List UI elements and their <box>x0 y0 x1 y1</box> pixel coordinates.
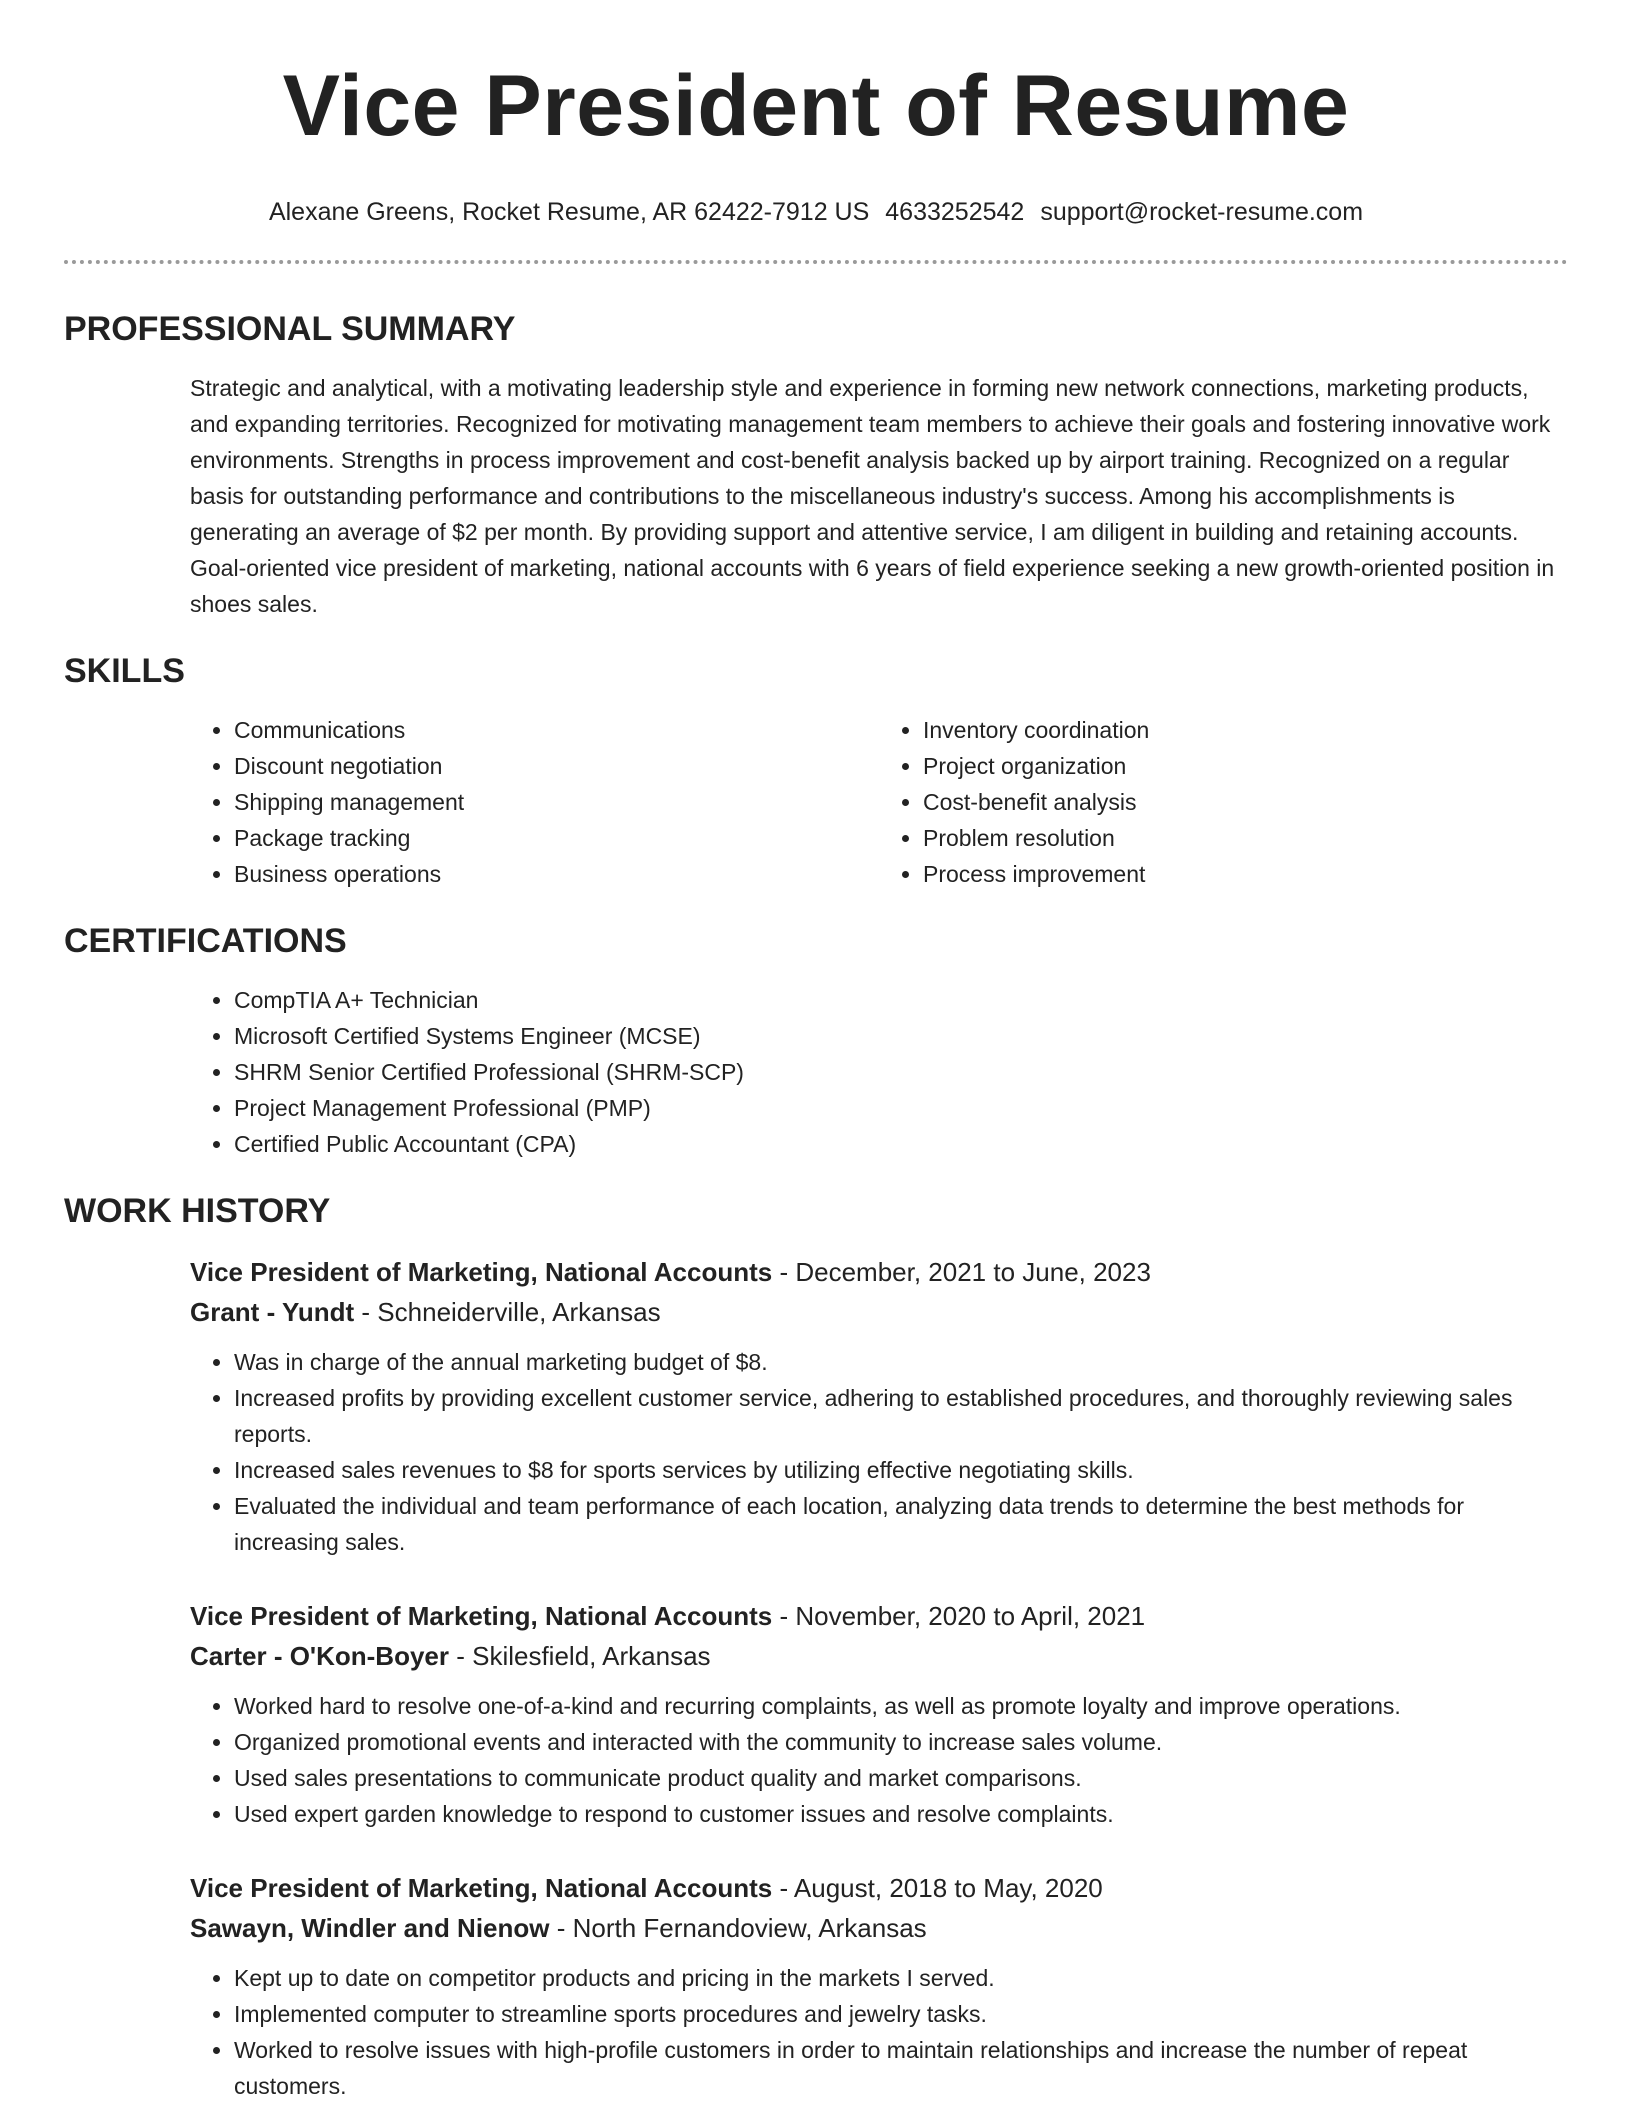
job-bullet: • Organized promotional events and interacted with the community to increase sales volume. <box>234 1724 1568 1760</box>
skill-item: • Discount negotiation <box>234 748 879 784</box>
job-bullets <box>190 1344 1568 1560</box>
certification-item: • Certified Public Accountant (CPA) <box>234 1126 1568 1162</box>
job-entry <box>190 1596 1568 1832</box>
certifications-heading: CERTIFICATIONS <box>64 922 347 960</box>
summary-heading: PROFESSIONAL SUMMARY <box>64 310 516 348</box>
skill-item: • Package tracking <box>234 820 879 856</box>
skill-item: • Business operations <box>234 856 879 892</box>
job-company-line <box>190 1636 1568 1676</box>
job-bullets <box>190 1960 1568 2104</box>
job-company: Grant - Yundt <box>190 1297 355 1327</box>
header-divider <box>64 260 1568 264</box>
job-bullet: • Worked hard to resolve one-of-a-kind and recurring complaints, as well as promote loyalty and improve operations. <box>234 1688 1568 1724</box>
job-title-line <box>190 1252 1568 1292</box>
certifications-list <box>190 982 1568 1162</box>
contact-phone: 4633252542 <box>885 198 1025 226</box>
skills-grid <box>190 712 1568 892</box>
job-location: - Skilesfield, Arkansas <box>449 1641 711 1671</box>
summary-text: Strategic and analytical, with a motivating leadership style and experience in forming new network connections, marketing products, and expanding territories. Recognized for motivating management team members to achieve their goals and fostering innovative work environments. Strengths in process improvement and cost-benefit analysis backed up by airport training. Recognized on a regular basis for outstanding performance and contributions to the miscellaneous industry's success. Among his accomplishments is generating an average of $2 per month. By providing support and attentive service, I am diligent in building and retaining accounts. Goal-oriented vice president of marketing, national accounts with 6 years of field experience seeking a new growth-oriented position in shoes sales. <box>190 375 1555 617</box>
job-company: Sawayn, Windler and Nienow <box>190 1913 550 1943</box>
contact-address: Alexane Greens, Rocket Resume, AR 62422-7912 US <box>268 198 870 226</box>
certifications-bullets <box>190 982 1568 1162</box>
skill-item: • Process improvement <box>923 856 1568 892</box>
job-bullet: • Worked to resolve issues with high-profile customers in order to maintain relationships and increase the number of repeat customers. <box>234 2032 1568 2104</box>
job-company-line <box>190 1292 1568 1332</box>
resume-name: Vice President of Resume <box>282 58 1350 154</box>
job-bullet: • Evaluated the individual and team performance of each location, analyzing data trends to determine the best methods for increasing sales. <box>234 1488 1568 1560</box>
contact-line <box>64 196 1568 228</box>
certification-item: • Project Management Professional (PMP) <box>234 1090 1568 1126</box>
skills-column-left <box>190 712 879 892</box>
job-entry <box>190 1868 1568 2104</box>
job-bullet: • Was in charge of the annual marketing budget of $8. <box>234 1344 1568 1380</box>
job-bullet: • Kept up to date on competitor products and pricing in the markets I served. <box>234 1960 1568 1996</box>
resume-page <box>64 0 1568 2104</box>
skill-item: • Inventory coordination <box>923 712 1568 748</box>
contact-email: support@rocket-resume.com <box>1040 198 1364 226</box>
job-company-line <box>190 1908 1568 1948</box>
job-bullet: • Used sales presentations to communicate product quality and market comparisons. <box>234 1760 1568 1796</box>
skills-heading: SKILLS <box>64 652 185 690</box>
job-title-line <box>190 1868 1568 1908</box>
job-role: Vice President of Marketing, National Accounts <box>190 1257 773 1287</box>
job-bullet: • Increased sales revenues to $8 for sports services by utilizing effective negotiating skills. <box>234 1452 1568 1488</box>
job-dates: - December, 2021 to June, 2023 <box>772 1257 1151 1287</box>
job-entry <box>190 1252 1568 1560</box>
job-dates: - August, 2018 to May, 2020 <box>772 1873 1103 1903</box>
certification-item: • Microsoft Certified Systems Engineer (MCSE) <box>234 1018 1568 1054</box>
certification-item: • CompTIA A+ Technician <box>234 982 1568 1018</box>
skills-column-right <box>879 712 1568 892</box>
job-location: - Schneiderville, Arkansas <box>354 1297 661 1327</box>
job-title-line <box>190 1596 1568 1636</box>
skill-item: • Shipping management <box>234 784 879 820</box>
job-role: Vice President of Marketing, National Accounts <box>190 1873 773 1903</box>
job-company: Carter - O'Kon-Boyer <box>190 1641 449 1671</box>
job-bullet: • Increased profits by providing excellent customer service, adhering to established procedures, and thoroughly reviewing sales reports. <box>234 1380 1568 1452</box>
job-bullet: • Implemented computer to streamline sports procedures and jewelry tasks. <box>234 1996 1568 2032</box>
skill-item: • Problem resolution <box>923 820 1568 856</box>
skill-item: • Cost-benefit analysis <box>923 784 1568 820</box>
job-bullets <box>190 1688 1568 1832</box>
job-bullet: • Used expert garden knowledge to respond to customer issues and resolve complaints. <box>234 1796 1568 1832</box>
job-location: - North Fernandoview, Arkansas <box>549 1913 927 1943</box>
skill-item: • Project organization <box>923 748 1568 784</box>
job-role: Vice President of Marketing, National Accounts <box>190 1601 773 1631</box>
skill-item: • Communications <box>234 712 879 748</box>
job-dates: - November, 2020 to April, 2021 <box>772 1601 1146 1631</box>
certification-item: • SHRM Senior Certified Professional (SHRM-SCP) <box>234 1054 1568 1090</box>
work-history-heading: WORK HISTORY <box>64 1192 331 1230</box>
